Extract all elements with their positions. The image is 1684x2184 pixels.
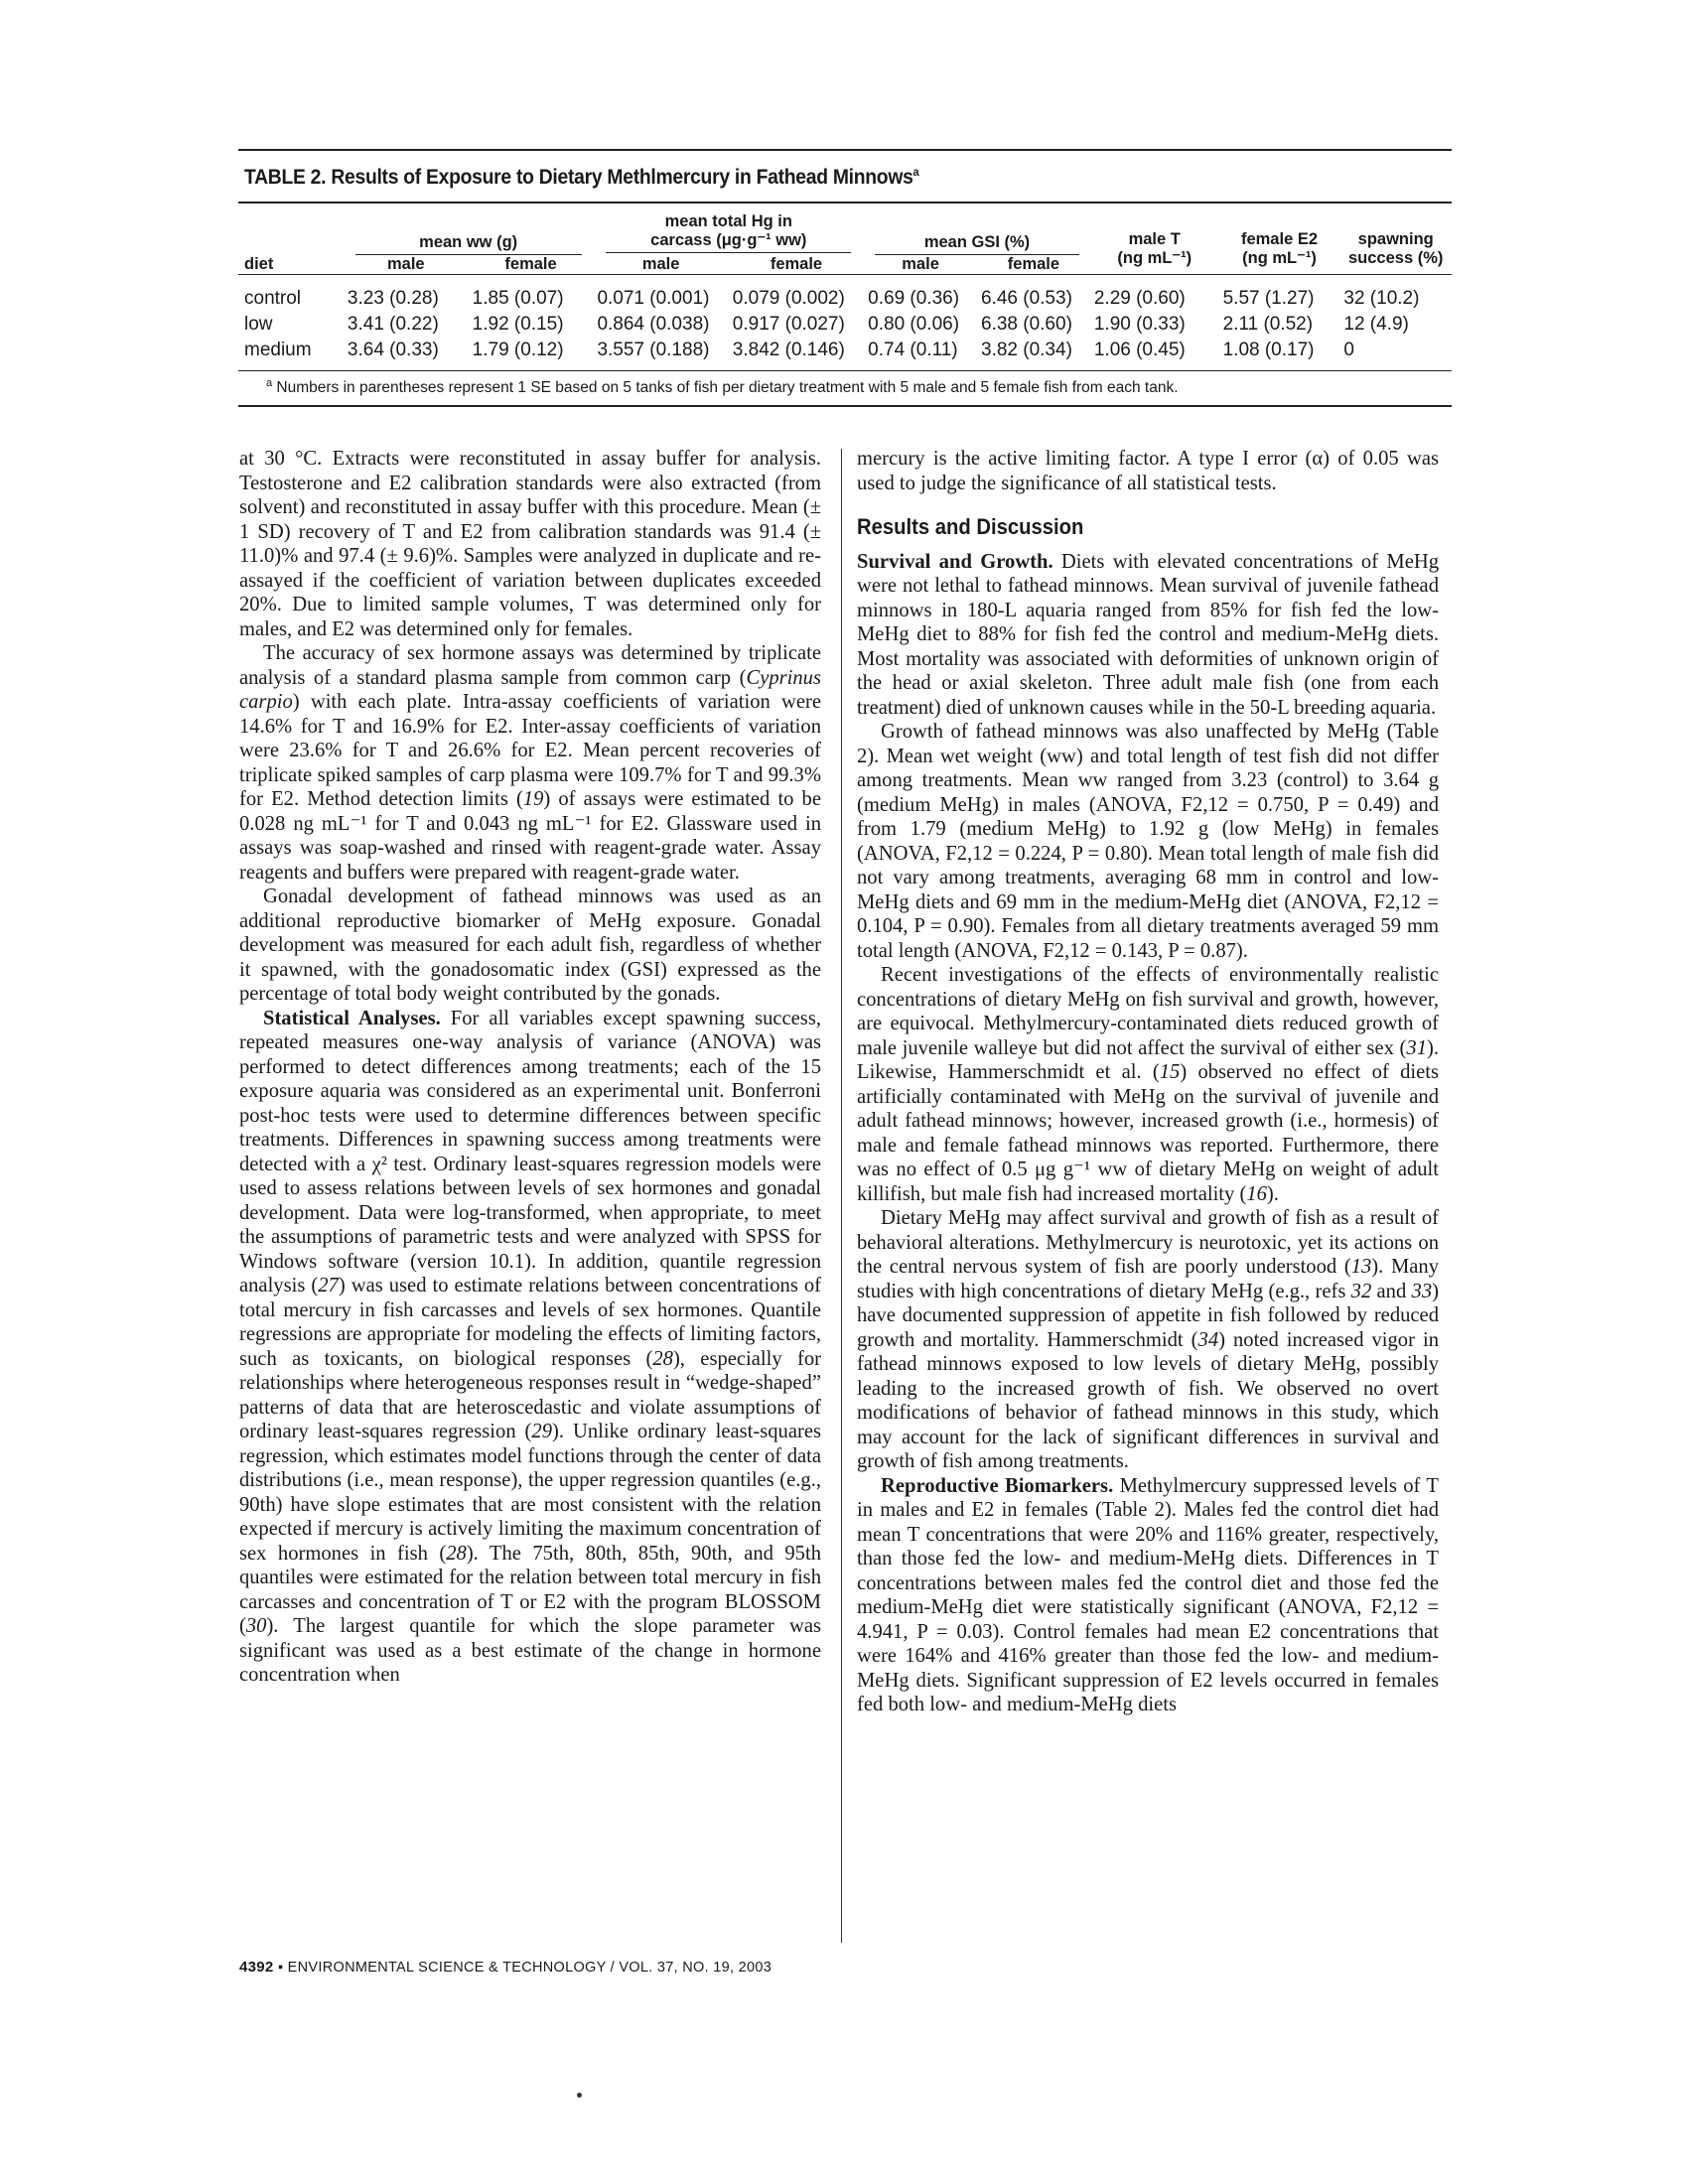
paragraph: Growth of fathead minnows was also unaffected by MeHg (Table 2). Mean wet weight (ww) and total length of test fish did not differ among treatments. Mean ww ranged from 3.23 (control) to 3.64 g (medium MeHg) in males (ANOVA, F2,12 = 0.750, P = 0.49) and from 1.79 (medium MeHg) to 1.92 g (low MeHg) in females (ANOVA, F2,12 = 0.224, P = 0.80). Mean total length of male fish did not vary among treatments, averaging 68 mm in control and low-MeHg diets and 69 mm in the medium-MeHg diet (ANOVA, F2,12 = 0.104, P = 0.90). Females from all dietary treatments averaged 59 mm total length (ANOVA, F2,12 = 0.143, P = 0.87). bbox=[857, 721, 1439, 962]
table-end-rule bbox=[238, 405, 1452, 407]
table-footnote: $^a$ Numbers in parentheses represent 1 SE based on 5 tanks of fish per dietary treatment with 5 male and 5 female fish from each tank. bbox=[266, 377, 1179, 397]
header-hg-male: male bbox=[593, 255, 728, 275]
paragraph: Dietary MeHg may affect survival and growth of fish as a result of behavioral alterations. Methylmercury is neurotoxic, yet its actions on the central nervous system of fish are poorly understood (13). Many studies with high concentrations of dietary MeHg (e.g., refs 32 and 33) have documented suppression of appetite in fish followed by reduced growth and mortality. Hammerschmidt (34) noted increased vigor in fathead minnows exposed to low levels of dietary MeHg, possibly leading to the increased growth of fish. We observed no overt modifications of behavior of fathead minnows in this study, which may account for the lack of significant differences in survival and growth of fish among treatments. bbox=[857, 1207, 1439, 1472]
table-row bbox=[238, 275, 1452, 313]
paragraph: Statistical Analyses. For all variables except spawning success, repeated measures one-way analysis of variance (ANOVA) was performed to detect differences among treatments; each of the 15 exposure aquaria was considered as an experimental unit. Bonferroni post-hoc tests were used to determine differences between specific treatments. Differences in spawning success among treatments were detected with a χ² test. Ordinary least-squares regression models were used to assess relations between levels of sex hormones and gonadal development. Data were log-transformed, when appropriate, to meet the assumptions of parametric tests and were analyzed with SPSS for Windows software (version 10.1). In addition, quantile regression analysis (27) was used to estimate relations between concentrations of total mercury in fish carcasses and levels of sex hormones. Quantile regressions are appropriate for modeling the effects of limiting factors, such as toxicants, on biological responses (28), especially for relationships where heterogeneous responses result in “wedge-shaped” patterns of data that are heteroscedastic and violate assumptions of ordinary least-squares regression (29). Unlike ordinary least-squares regression, which estimates model functions through the center of data distributions (i.e., mean response), the upper regression quantiles (e.g., 90th) have slope estimates that are most consistent with the relation expected if mercury is actively limiting the maximum concentration of sex hormones in fish (28). The 75th, 80th, 85th, 90th, and 95th quantiles were estimated for the relation between total mercury in fish carcasses and concentration of T or E2 with the program BLOSSOM (30). The largest quantile for which the slope parameter was significant was used as a best estimate of the change in hormone concentration when bbox=[239, 1007, 822, 1686]
page-number: 4392 bbox=[239, 1959, 274, 1976]
cell-gsi-male: 0.69 (0.36) bbox=[868, 288, 960, 309]
cell-female-e2: 2.11 (0.52) bbox=[1222, 314, 1314, 335]
cell-hg-female: 0.917 (0.027) bbox=[732, 314, 845, 335]
header-ww-male: male bbox=[344, 255, 469, 275]
results-table-block bbox=[238, 149, 1452, 407]
left-column bbox=[239, 447, 821, 1688]
cell-gsi-male: 0.74 (0.11) bbox=[868, 340, 958, 360]
cell-diet: control bbox=[244, 288, 302, 309]
header-mean-ww: mean ww (g) bbox=[344, 204, 594, 255]
paragraph: mercury is the active limiting factor. A type I error (α) of 0.05 was used to judge the significance of all statistical tests. bbox=[857, 448, 1439, 494]
cell-spawning: 32 (10.2) bbox=[1343, 288, 1420, 309]
cell-male-t: 1.06 (0.45) bbox=[1093, 340, 1186, 360]
cell-hg-male: 0.071 (0.001) bbox=[597, 288, 710, 309]
cell-male-t: 2.29 (0.60) bbox=[1093, 288, 1186, 309]
cell-spawning: 12 (4.9) bbox=[1343, 314, 1409, 335]
cell-diet: medium bbox=[244, 340, 312, 360]
paragraph: Reproductive Biomarkers. Methylmercury suppressed levels of T in males and E2 in females (Table 2). Males fed the control diet had mean T concentrations that were 20% and 116% greater, respectively, than those fed the low- and medium-MeHg diets. Differences in T concentrations between males fed the control diet and those fed the medium-MeHg diet were statistically significant (ANOVA, F2,12 = 4.941, P = 0.03). Control females had mean E2 concentrations that were 164% and 416% greater than those fed the low- and medium-MeHg diets. Significant suppression of E2 levels occurred in females fed both low- and medium-MeHg diets bbox=[857, 1474, 1439, 1715]
cell-ww-male: 3.41 (0.22) bbox=[347, 314, 439, 335]
header-male-t: male T (ng mL⁻¹) bbox=[1090, 204, 1219, 275]
header-gsi-male: male bbox=[864, 255, 977, 275]
cell-hg-female: 0.079 (0.002) bbox=[732, 288, 845, 309]
paragraph: Gonadal development of fathead minnows was used as an additional reproductive biomarker of MeHg exposure. Gonadal development was measured for each adult fish, regardless of whether it spawned, with the gonadosomatic index (GSI) expressed as the percentage of total body weight contributed by the gonads. bbox=[239, 886, 821, 1005]
cell-hg-male: 3.557 (0.188) bbox=[597, 340, 710, 360]
cell-hg-male: 0.864 (0.038) bbox=[597, 314, 710, 335]
cell-gsi-female: 6.46 (0.53) bbox=[981, 288, 1072, 309]
table-top-rule bbox=[238, 149, 1452, 151]
cell-ww-female: 1.85 (0.07) bbox=[472, 288, 564, 309]
scan-dot bbox=[577, 2093, 582, 2098]
cell-diet: low bbox=[244, 314, 273, 335]
header-spawning: spawning success (%) bbox=[1339, 204, 1452, 275]
table-title: TABLE 2. Results of Exposure to Dietary Methlmercury in Fathead Minnows$^a$ bbox=[244, 165, 919, 189]
cell-gsi-female: 6.38 (0.60) bbox=[981, 314, 1072, 335]
cell-gsi-male: 0.80 (0.06) bbox=[868, 314, 960, 335]
cell-male-t: 1.90 (0.33) bbox=[1093, 314, 1186, 335]
cell-ww-female: 1.92 (0.15) bbox=[472, 314, 564, 335]
header-gsi-female: female bbox=[977, 255, 1090, 275]
header-female-e2: female E2 (ng mL⁻¹) bbox=[1219, 204, 1340, 275]
group-header-row bbox=[238, 204, 1452, 255]
header-mean-hg: mean total Hg in carcass (μg·g⁻¹ ww) bbox=[593, 204, 864, 255]
cell-hg-female: 3.842 (0.146) bbox=[732, 340, 845, 360]
paragraph: Recent investigations of the effects of environmentally realistic concentrations of dietary MeHg on fish survival and growth, however, are equivocal. Methylmercury-contaminated diets reduced growth of male juvenile walleye but did not affect the survival of either sex (31). Likewise, Hammerschmidt et al. (15) observed no effect of diets artificially contaminated with MeHg on the survival of juvenile and adult fathead minnows; however, increased growth (i.e., hormesis) of male and female fathead minnows was reported. Furthermore, there was no effect of 0.5 μg g⁻¹ ww of dietary MeHg on weight of adult killifish, but male fish had increased mortality (16). bbox=[857, 964, 1439, 1205]
cell-gsi-female: 3.82 (0.34) bbox=[981, 340, 1072, 360]
results-table bbox=[238, 204, 1452, 370]
header-hg-female: female bbox=[729, 255, 864, 275]
cell-ww-female: 1.79 (0.12) bbox=[472, 340, 564, 360]
page-footer bbox=[239, 1959, 772, 1976]
cell-ww-male: 3.64 (0.33) bbox=[347, 340, 439, 360]
cell-spawning: 0 bbox=[1343, 340, 1354, 360]
cell-female-e2: 1.08 (0.17) bbox=[1222, 340, 1315, 360]
right-column bbox=[857, 447, 1439, 1717]
paragraph: Survival and Growth. Diets with elevated concentrations of MeHg were not lethal to fathead minnows. Mean survival of juvenile fathead minnows in 180-L aquaria ranged from 85% for fish fed the low-MeHg diet to 88% for fish fed the control and medium-MeHg diets. Most mortality was associated with deformities of unknown origin of the head or axial skeleton. Three adult male fish (one from each treatment) died of unknown causes while in the 50-L breeding aquaria. bbox=[857, 550, 1440, 719]
cell-female-e2: 5.57 (1.27) bbox=[1222, 288, 1315, 309]
paragraph: at 30 °C. Extracts were reconstituted in assay buffer for analysis. Testosterone and E2 calibration standards were also extracted (from solvent) and reconstituted in assay buffer with this procedure. Mean (± 1 SD) recovery of T and E2 from calibration standards was 91.4 (± 11.0)% and 97.4 (± 9.6)%. Samples were analyzed in duplicate and re-assayed if the coefficient of variation between duplicates exceeded 20%. Due to limited sample volumes, T was determined only for males, and E2 was determined only for females. bbox=[239, 448, 821, 640]
paragraph: The accuracy of sex hormone assays was determined by triplicate analysis of a standard plasma sample from common carp (Cyprinus carpio) with each plate. Intra-assay coefficients of variation were 14.6% for T and 16.9% for E2. Inter-assay coefficients of variation were 23.6% for T and 26.6% for E2. Mean percent recoveries of triplicate spiked samples of carp plasma were 109.7% for T and 99.3% for E2. Method detection limits (19) of assays were estimated to be 0.028 ng mL⁻¹ for T and 0.043 ng mL⁻¹ for E2. Glassware used in assays was soap-washed and rinsed with reagent-grade water. Assay reagents and buffers were prepared with reagent-grade water. bbox=[239, 642, 821, 884]
journal-citation: ▪ ENVIRONMENTAL SCIENCE & TECHNOLOGY / VOL. 37, NO. 19, 2003 bbox=[273, 1960, 772, 1976]
table-row bbox=[238, 338, 1452, 370]
table-bottom-rule bbox=[238, 370, 1452, 371]
header-diet: diet bbox=[238, 255, 344, 275]
header-ww-female: female bbox=[469, 255, 594, 275]
section-title: Results and Discussion bbox=[857, 514, 1084, 539]
column-divider bbox=[841, 449, 842, 1943]
cell-ww-male: 3.23 (0.28) bbox=[347, 288, 439, 309]
header-mean-gsi: mean GSI (%) bbox=[864, 204, 1090, 255]
table-row bbox=[238, 312, 1452, 338]
